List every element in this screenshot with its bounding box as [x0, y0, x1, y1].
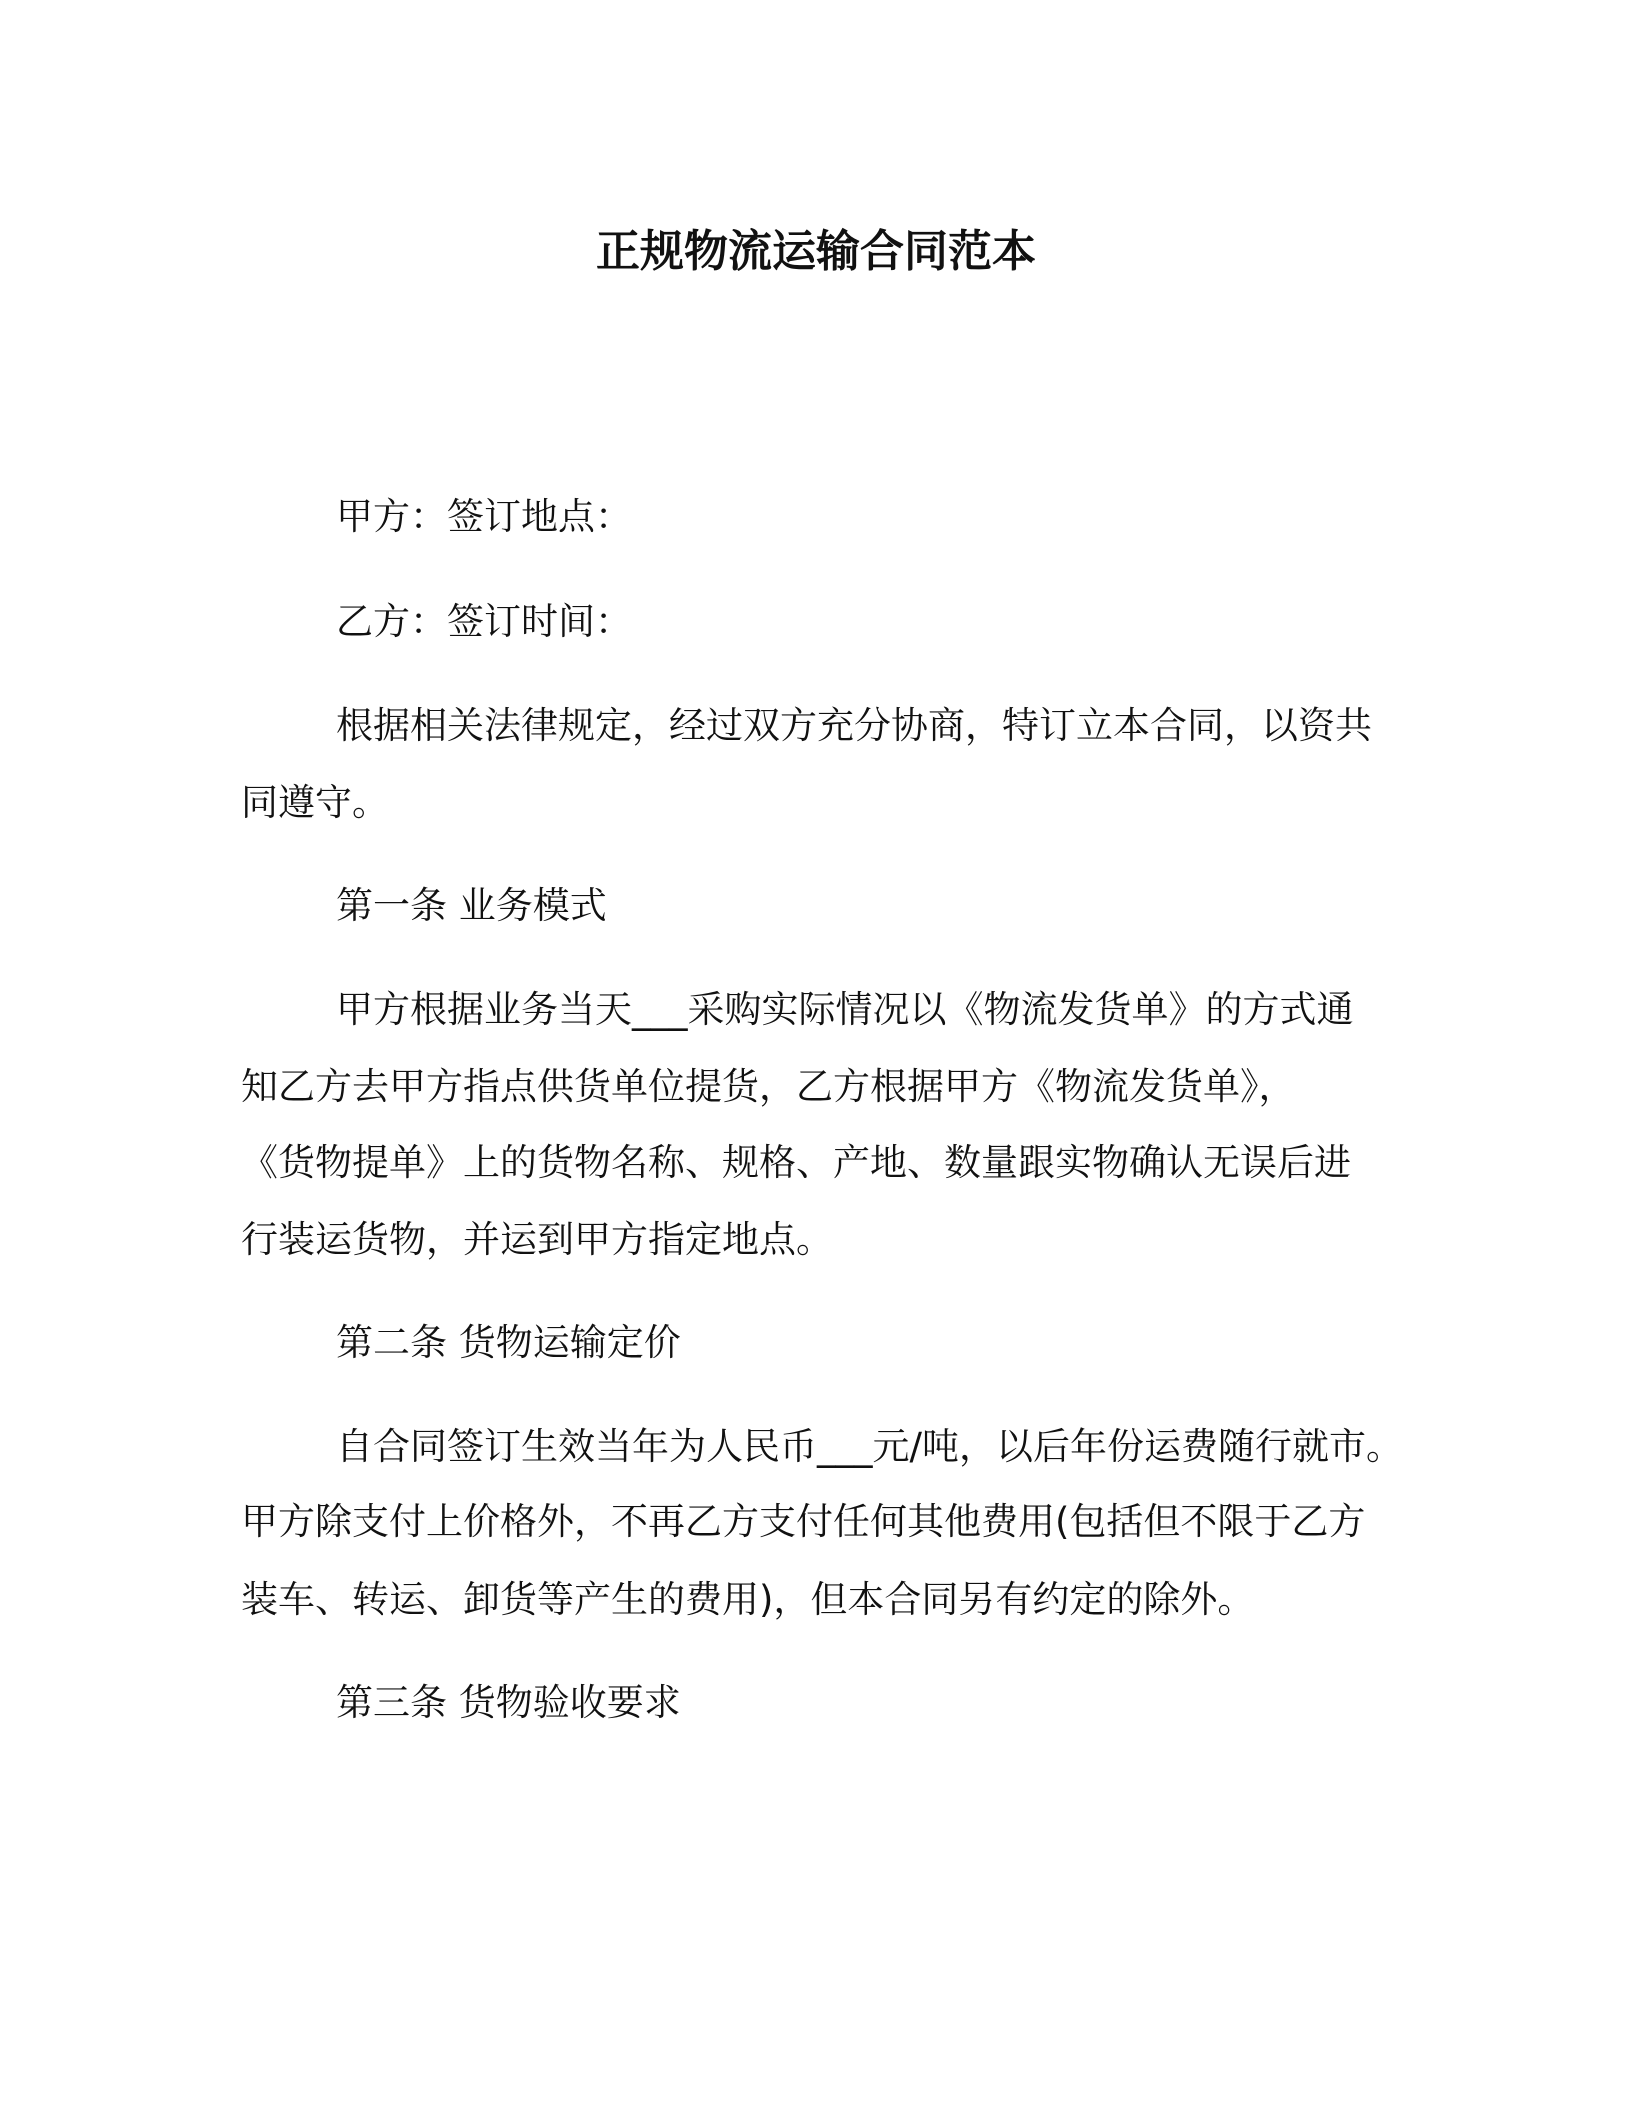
article-1-line-1: 甲方根据业务当天___采购实际情况以《物流发货单》的方式通 [336, 988, 1354, 1031]
party-a-line: 甲方：签订地点： [336, 495, 632, 538]
article-3-heading: 第三条 货物验收要求 [336, 1681, 681, 1724]
preamble-line-1: 根据相关法律规定，经过双方充分协商，特订立本合同，以资共 [336, 704, 1372, 747]
article-1-line-3: 《货物提单》上的货物名称、规格、产地、数量跟实物确认无误后进 [241, 1141, 1351, 1184]
article-1-line-4: 行装运货物，并运到甲方指定地点。 [241, 1218, 833, 1261]
article-2-line-3: 装车、转运、卸货等产生的费用)，但本合同另有约定的除外。 [241, 1578, 1255, 1621]
article-2-line-2: 甲方除支付上价格外，不再乙方支付任何其他费用(包括但不限于乙方 [241, 1500, 1366, 1543]
preamble-line-2: 同遵守。 [241, 781, 389, 824]
document-title: 正规物流运输合同范本 [596, 226, 1036, 277]
party-b-line: 乙方：签订时间： [336, 600, 632, 643]
article-2-line-1: 自合同签订生效当年为人民币___元/吨，以后年份运费随行就市。 [336, 1425, 1403, 1468]
article-2-heading: 第二条 货物运输定价 [336, 1321, 681, 1364]
article-1-heading: 第一条 业务模式 [336, 884, 607, 927]
article-1-line-2: 知乙方去甲方指点供货单位提货，乙方根据甲方《物流发货单》， [241, 1065, 1296, 1108]
